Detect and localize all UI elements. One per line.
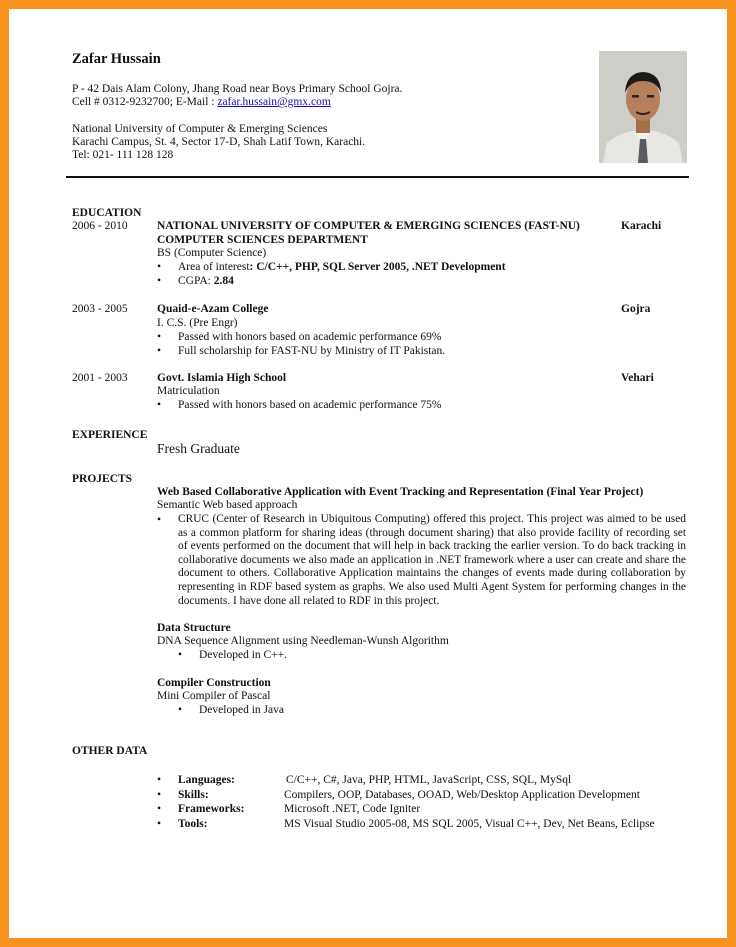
edu-degree-3: Matriculation <box>157 385 220 397</box>
fyp-description: CRUC (Center of Research in Ubiquitous Computing) offered this project. This project was aimed to be used as a common platform for sharing ideas (through document sharing) that also provide facility of recording set of events performed on the document that will help in back tracking the earlier version. To do back tracking in collaborative documents we also made an application in .NET framework where a user can create and share the document to others. Collaborative Application maintains the changes of events made during collaboration by representing in RDF based system as graphs. We also used Multi Agent System for performing changes in the documents. I have done all related to RDF in this project. <box>178 513 686 607</box>
languages-value: C/C++, C#, Java, PHP, HTML, JavaScript, CSS, SQL, MySql <box>286 774 572 786</box>
cc-title: Compiler Construction <box>157 677 271 689</box>
fyp-title: Web Based Collaborative Application with Event Tracking and Representation (Final Year Project) <box>157 486 644 498</box>
experience-heading: EXPERIENCE <box>72 429 148 441</box>
experience-text: Fresh Graduate <box>157 441 240 456</box>
edu-institution-2: Quaid-e-Azam College <box>157 303 269 315</box>
bullet-icon: • <box>178 649 183 661</box>
contact-line <box>72 95 331 109</box>
profile-photo <box>599 51 687 163</box>
edu-department-1: COMPUTER SCIENCES DEPARTMENT <box>157 234 368 246</box>
skills-value: Compilers, OOP, Databases, OOAD, Web/Desktop Application Development <box>284 789 640 801</box>
edu-city-1: Karachi <box>621 220 662 232</box>
email-link[interactable]: zafar.hussain@gmx.com <box>217 96 331 108</box>
person-portrait-icon <box>599 51 687 163</box>
interest-label: Area of interest <box>178 261 250 273</box>
edu-city-3: Vehari <box>621 372 654 384</box>
header-divider <box>66 176 689 178</box>
skills-label: Skills: <box>178 789 209 801</box>
edu-years-1: 2006 - 2010 <box>72 220 128 232</box>
address-line: P - 42 Dais Alam Colony, Jhang Road near Boys Primary School Gojra. <box>72 83 403 95</box>
bullet-icon: • <box>157 399 162 411</box>
bullet-icon: • <box>157 774 162 786</box>
education-heading: EDUCATION <box>72 207 142 219</box>
university-line: National University of Computer & Emerging Sciences <box>72 123 328 135</box>
projects-heading: PROJECTS <box>72 473 133 485</box>
campus-line: Karachi Campus, St. 4, Sector 17-D, Shah Latif Town, Karachi. <box>72 136 366 148</box>
edu-institution-1: NATIONAL UNIVERSITY OF COMPUTER & EMERGING SCIENCES (FAST-NU) <box>157 220 580 232</box>
bullet-icon: • <box>157 331 162 343</box>
cc-subtitle: Mini Compiler of Pascal <box>157 690 271 702</box>
edu-years-3: 2001 - 2003 <box>72 372 128 384</box>
bullet-icon: • <box>157 261 162 273</box>
frameworks-label: Frameworks: <box>178 803 245 815</box>
ds-title: Data Structure <box>157 622 231 634</box>
candidate-name: Zafar Hussain <box>72 51 161 67</box>
interest-value: : C/C++, PHP, SQL Server 2005, .NET Development <box>249 261 506 273</box>
other-data-heading: OTHER DATA <box>72 745 148 757</box>
edu-city-2: Gojra <box>621 303 651 315</box>
tel-line: Tel: 021- 111 128 128 <box>72 149 174 161</box>
edu-institution-3: Govt. Islamia High School <box>157 372 287 384</box>
resume-document: Zafar Hussain P - 42 Dais Alam Colony, Jhang Road near Boys Primary School Gojra. Cell # 0312-9232700; E-Mail : zafar.hussain@gmx.com National University of Computer & Emerging Sciences Karachi Campus, St. 4, Sector 17-D, Shah Latif Town, Karachi. Tel: 021- 111 128 128 EDUCATION 2006 - 2010 NATIONAL UNIVERSITY OF COMPUTER & EMERGING SCIENCES (FAST-NU) Karachi COMPUTER SCIENCES DEPARTMENT BS (Computer Science) • Area of interest: C/C++, PHP, SQL Server 2005, .NET Development • CGPA: 2.84 2003 - 2005 Quaid-e-Azam College Gojra I. C.S. (Pre Engr) • Passed with honors based on academic performance 69% • Full scholarship for FAST-NU by Ministry of IT Pakistan. 2001 - 2003 Govt. Islamia High School Vehari Matriculation • Passed with honors based on academic performance 75% EXPERIENCE Fresh Graduate PROJECTS Web Based Collaborative Application with Event Tracking and Representation (Final Year Project) Semantic Web based approach • CRUC (Center of Research in Ubiquitous Computing) offered this project. This project was aimed to be used as a common platform for sharing ideas (through document sharing) that also provide facility of recording set of events performed on the document that will help in back tracking the earlier version. To do back tracking in collaborative documents we also made an application in .NET framework where a user can create and share the document to others. Collaborative Application maintains the changes of events made during collaboration by representing in RDF based system as graphs. We also used Multi Agent System for performing changes in the documents. I have done all related to RDF in this project. Data Structure DNA Sequence Alignment using Needleman-Wunsh Algorithm • Developed in C++. Compiler Construction Mini Compiler of Pascal • Developed in Java OTHER DATA • Languages: C/C++, C#, Java, PHP, HTML, JavaScript, CSS, SQL, MySql • Skills: Compilers, OOP, Databases, OOAD, Web/Desktop Application Development • Frameworks: Microsoft .NET, Code Igniter • Tools: MS Visual Studio 2005-08, MS SQL 2005, Visual C++, Dev, Net Beans, Eclipse <box>0 0 736 947</box>
contact-prefix: Cell # 0312-9232700; E-Mail : <box>72 96 218 108</box>
cgpa-value: 2.84 <box>213 275 234 287</box>
edu-degree-2: I. C.S. (Pre Engr) <box>157 317 238 329</box>
bullet-icon: • <box>178 704 183 716</box>
edu-degree-1: BS (Computer Science) <box>157 247 267 259</box>
fyp-subtitle: Semantic Web based approach <box>157 499 298 511</box>
bullet-icon: • <box>157 803 162 815</box>
bullet-icon: • <box>157 818 162 830</box>
bullet-icon: • <box>157 275 162 287</box>
cgpa-label: CGPA: <box>178 275 214 287</box>
ds-subtitle: DNA Sequence Alignment using Needleman-Wunsh Algorithm <box>157 635 449 647</box>
tools-label: Tools: <box>178 818 208 830</box>
languages-label: Languages: <box>178 774 235 786</box>
edu-years-2: 2003 - 2005 <box>72 303 128 315</box>
bullet-icon: • <box>157 514 162 526</box>
bullet-icon: • <box>157 789 162 801</box>
tools-value: MS Visual Studio 2005-08, MS SQL 2005, Visual C++, Dev, Net Beans, Eclipse <box>284 818 655 830</box>
bullet-icon: • <box>157 345 162 357</box>
frameworks-value: Microsoft .NET, Code Igniter <box>284 803 421 815</box>
